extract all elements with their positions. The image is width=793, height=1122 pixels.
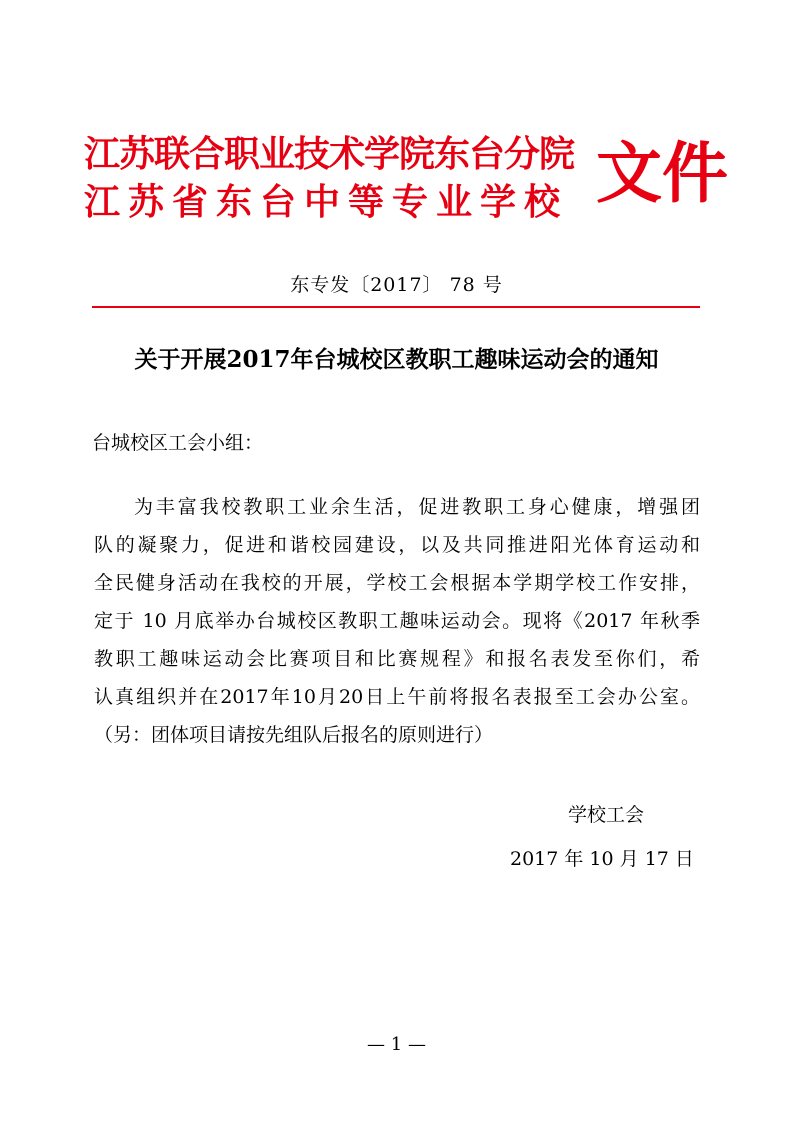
salutation: 台城校区工会小组： [92, 432, 264, 454]
body-line: 全民健身活动在我校的开展，学校工会根据本学期学校工作安排， [94, 572, 700, 594]
body-line: 教职工趣味运动会比赛项目和比赛规程》和报名表发至你们，希 [94, 648, 700, 670]
body-line: （另：团体项目请按先组队后报名的原则进行） [94, 724, 494, 746]
signature-organization: 学校工会 [568, 804, 645, 826]
issuer-name-line-2: 江苏省东台中等专业学校 [84, 181, 569, 223]
body-line: 队的凝聚力，促进和谐校园建设，以及共同推进阳光体育运动和 [94, 534, 700, 556]
red-divider-line [92, 306, 700, 308]
page-number: — 1 — [367, 1034, 426, 1055]
notice-title: 关于开展2017年台城校区教职工趣味运动会的通知 [134, 346, 659, 373]
document-number: 东专发〔2017〕 78 号 [290, 274, 503, 296]
issuer-name-line-1: 江苏联合职业技术学院东台分院 [84, 133, 575, 175]
document-type-label: 文件 [596, 134, 728, 212]
document-header [84, 128, 728, 228]
signature-date: 2017 年 10 月 17 日 [510, 848, 694, 870]
body-line: 认真组织并在2017年10月20日上午前将报名表报至工会办公室。 [94, 686, 700, 708]
body-line: 定于 10 月底举办台城校区教职工趣味运动会。现将《2017 年秋季 [94, 610, 700, 632]
body-line: 为丰富我校教职工业余生活，促进教职工身心健康，增强团 [134, 496, 700, 518]
notice-body [94, 488, 700, 754]
